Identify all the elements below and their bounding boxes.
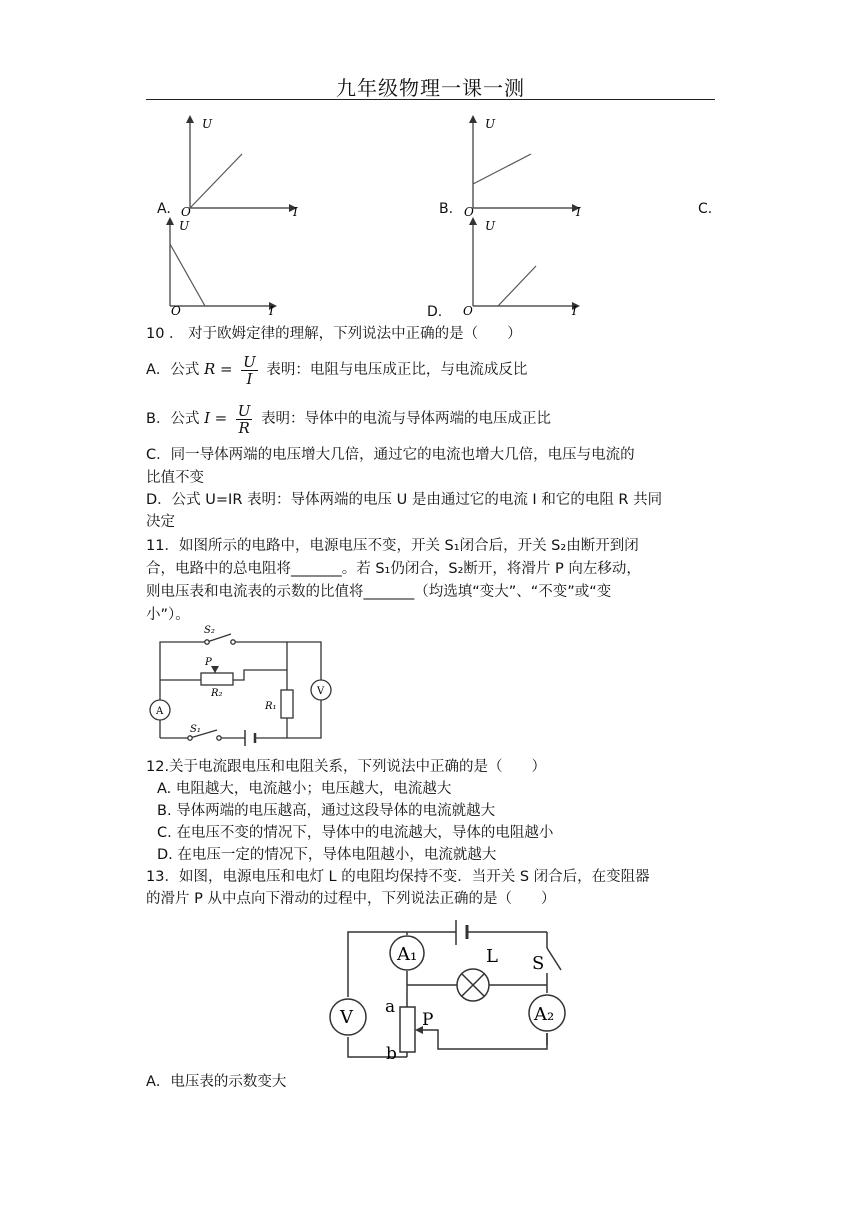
- q10-b-lhs: I: [204, 409, 210, 427]
- origin-label: O: [463, 304, 473, 318]
- q11-r2-label: R₂: [211, 688, 223, 699]
- q9-option-a-label: A.: [157, 201, 171, 217]
- q11-line4: 小”）。: [146, 607, 190, 623]
- q13-b-end-label: b: [386, 1044, 397, 1064]
- q9-graph-d: [458, 214, 593, 322]
- origin-label: O: [171, 304, 181, 318]
- q10-stem: 10 ． 对于欧姆定律的理解，下列说法中正确的是（ ）: [146, 326, 522, 342]
- q10-a-lhs: R: [204, 360, 216, 378]
- axis-u-label: U: [179, 219, 190, 233]
- q13-circuit-diagram: [328, 915, 578, 1065]
- q10-option-b: B．公式 I = $\frac{U}{R}$ 表明：导体中的电流与导体两端的电压成正比: [146, 401, 552, 437]
- q12-option-d: D. 在电压一定的情况下，导体电阻越小，电流就越大: [157, 847, 497, 863]
- q13-p-label: P: [422, 1010, 434, 1030]
- q10-b-suffix: 表明：导体中的电流与导体两端的电压成正比: [261, 411, 552, 427]
- q9-option-c-label: C.: [698, 201, 713, 217]
- q9-graph-b: [458, 112, 593, 220]
- q12-option-c: C. 在电压不变的情况下，导体中的电流越大，导体的电阻越小: [157, 825, 554, 841]
- q11-circuit-diagram: [145, 620, 345, 755]
- axis-u-label: U: [485, 117, 496, 131]
- q12-option-a: A. 电阻越大，电流越小；电压越大，电流越大: [157, 781, 452, 797]
- q11-line1: 11．如图所示的电路中，电源电压不变，开关 S₁闭合后，开关 S₂由断开到闭: [146, 538, 639, 554]
- q13-a1-label: A₁: [397, 944, 418, 965]
- q13-voltmeter-label: V: [340, 1007, 353, 1028]
- q10-option-a: A．公式 R = $\frac{U}{I}$ 表明：电阻与电压成正比，与电流成反比: [146, 352, 528, 388]
- axis-i-label: I: [269, 304, 274, 318]
- q11-s2-label: S₂: [204, 625, 215, 636]
- q9-option-d-label: D.: [427, 304, 443, 320]
- q9-graph-c: [155, 214, 290, 322]
- q13-lamp-label: L: [486, 946, 498, 967]
- axis-i-label: I: [293, 205, 298, 219]
- q9-option-b-label: B.: [439, 201, 454, 217]
- q13-option-a: A．电压表的示数变大: [146, 1074, 287, 1090]
- q10-option-c-line1: C．同一导体两端的电压增大几倍，通过它的电流也增大几倍，电压与电流的: [146, 447, 635, 463]
- q13-switch-label: S: [532, 953, 545, 974]
- q12-option-b: B. 导体两端的电压越高，通过这段导体的电流就越大: [157, 803, 496, 819]
- axis-i-label: I: [576, 205, 581, 219]
- axis-u-label: U: [202, 117, 213, 131]
- q11-r1-label: R₁: [265, 701, 277, 712]
- header-divider: [146, 99, 715, 100]
- q10-a-suffix: 表明：电阻与电压成正比，与电流成反比: [266, 362, 528, 378]
- axis-u-label: U: [485, 219, 496, 233]
- q10-option-c-line2: 比值不变: [146, 470, 204, 486]
- q12-stem: 12.关于电流跟电压和电阻关系，下列说法中正确的是（ ）: [146, 759, 547, 775]
- q13-a-end-label: a: [385, 997, 396, 1017]
- q10-a-prefix: A．公式: [146, 362, 200, 378]
- axis-i-label: I: [572, 304, 577, 318]
- page-title: 九年级物理一课一测: [336, 76, 525, 100]
- q11-ammeter-label: A: [156, 706, 164, 717]
- q10-a-fraction: $\frac{U}{I}$: [243, 352, 256, 388]
- q10-b-prefix: B．公式: [146, 411, 200, 427]
- q13-line1: 13．如图，电源电压和电灯 L 的电阻均保持不变．当开关 S 闭合后，在变阻器: [146, 869, 650, 885]
- q13-line2: 的滑片 P 从中点向下滑动的过程中，下列说法正确的是（ ）: [146, 891, 556, 907]
- origin-label: O: [464, 205, 474, 219]
- q11-s1-label: S₁: [190, 724, 201, 735]
- q11-voltmeter-label: V: [317, 686, 325, 697]
- q11-line3: 则电压表和电流表的示数的比值将_______（均选填“变大”、“不变”或“变: [146, 584, 612, 600]
- origin-label: O: [181, 205, 191, 219]
- q11-p-label: P: [205, 657, 212, 668]
- q10-b-fraction: $\frac{U}{R}$: [237, 401, 251, 437]
- q10-option-d-line1: D．公式 U=IR 表明：导体两端的电压 U 是由通过它的电流 I 和它的电阻 R 共同: [146, 492, 663, 508]
- q11-line2: 合，电路中的总电阻将_______。若 S₁仍闭合，S₂断开，将滑片 P 向左移动，: [146, 561, 641, 577]
- q10-option-d-line2: 决定: [146, 514, 175, 530]
- q13-a2-label: A₂: [534, 1004, 555, 1025]
- q9-graph-a: [175, 112, 310, 220]
